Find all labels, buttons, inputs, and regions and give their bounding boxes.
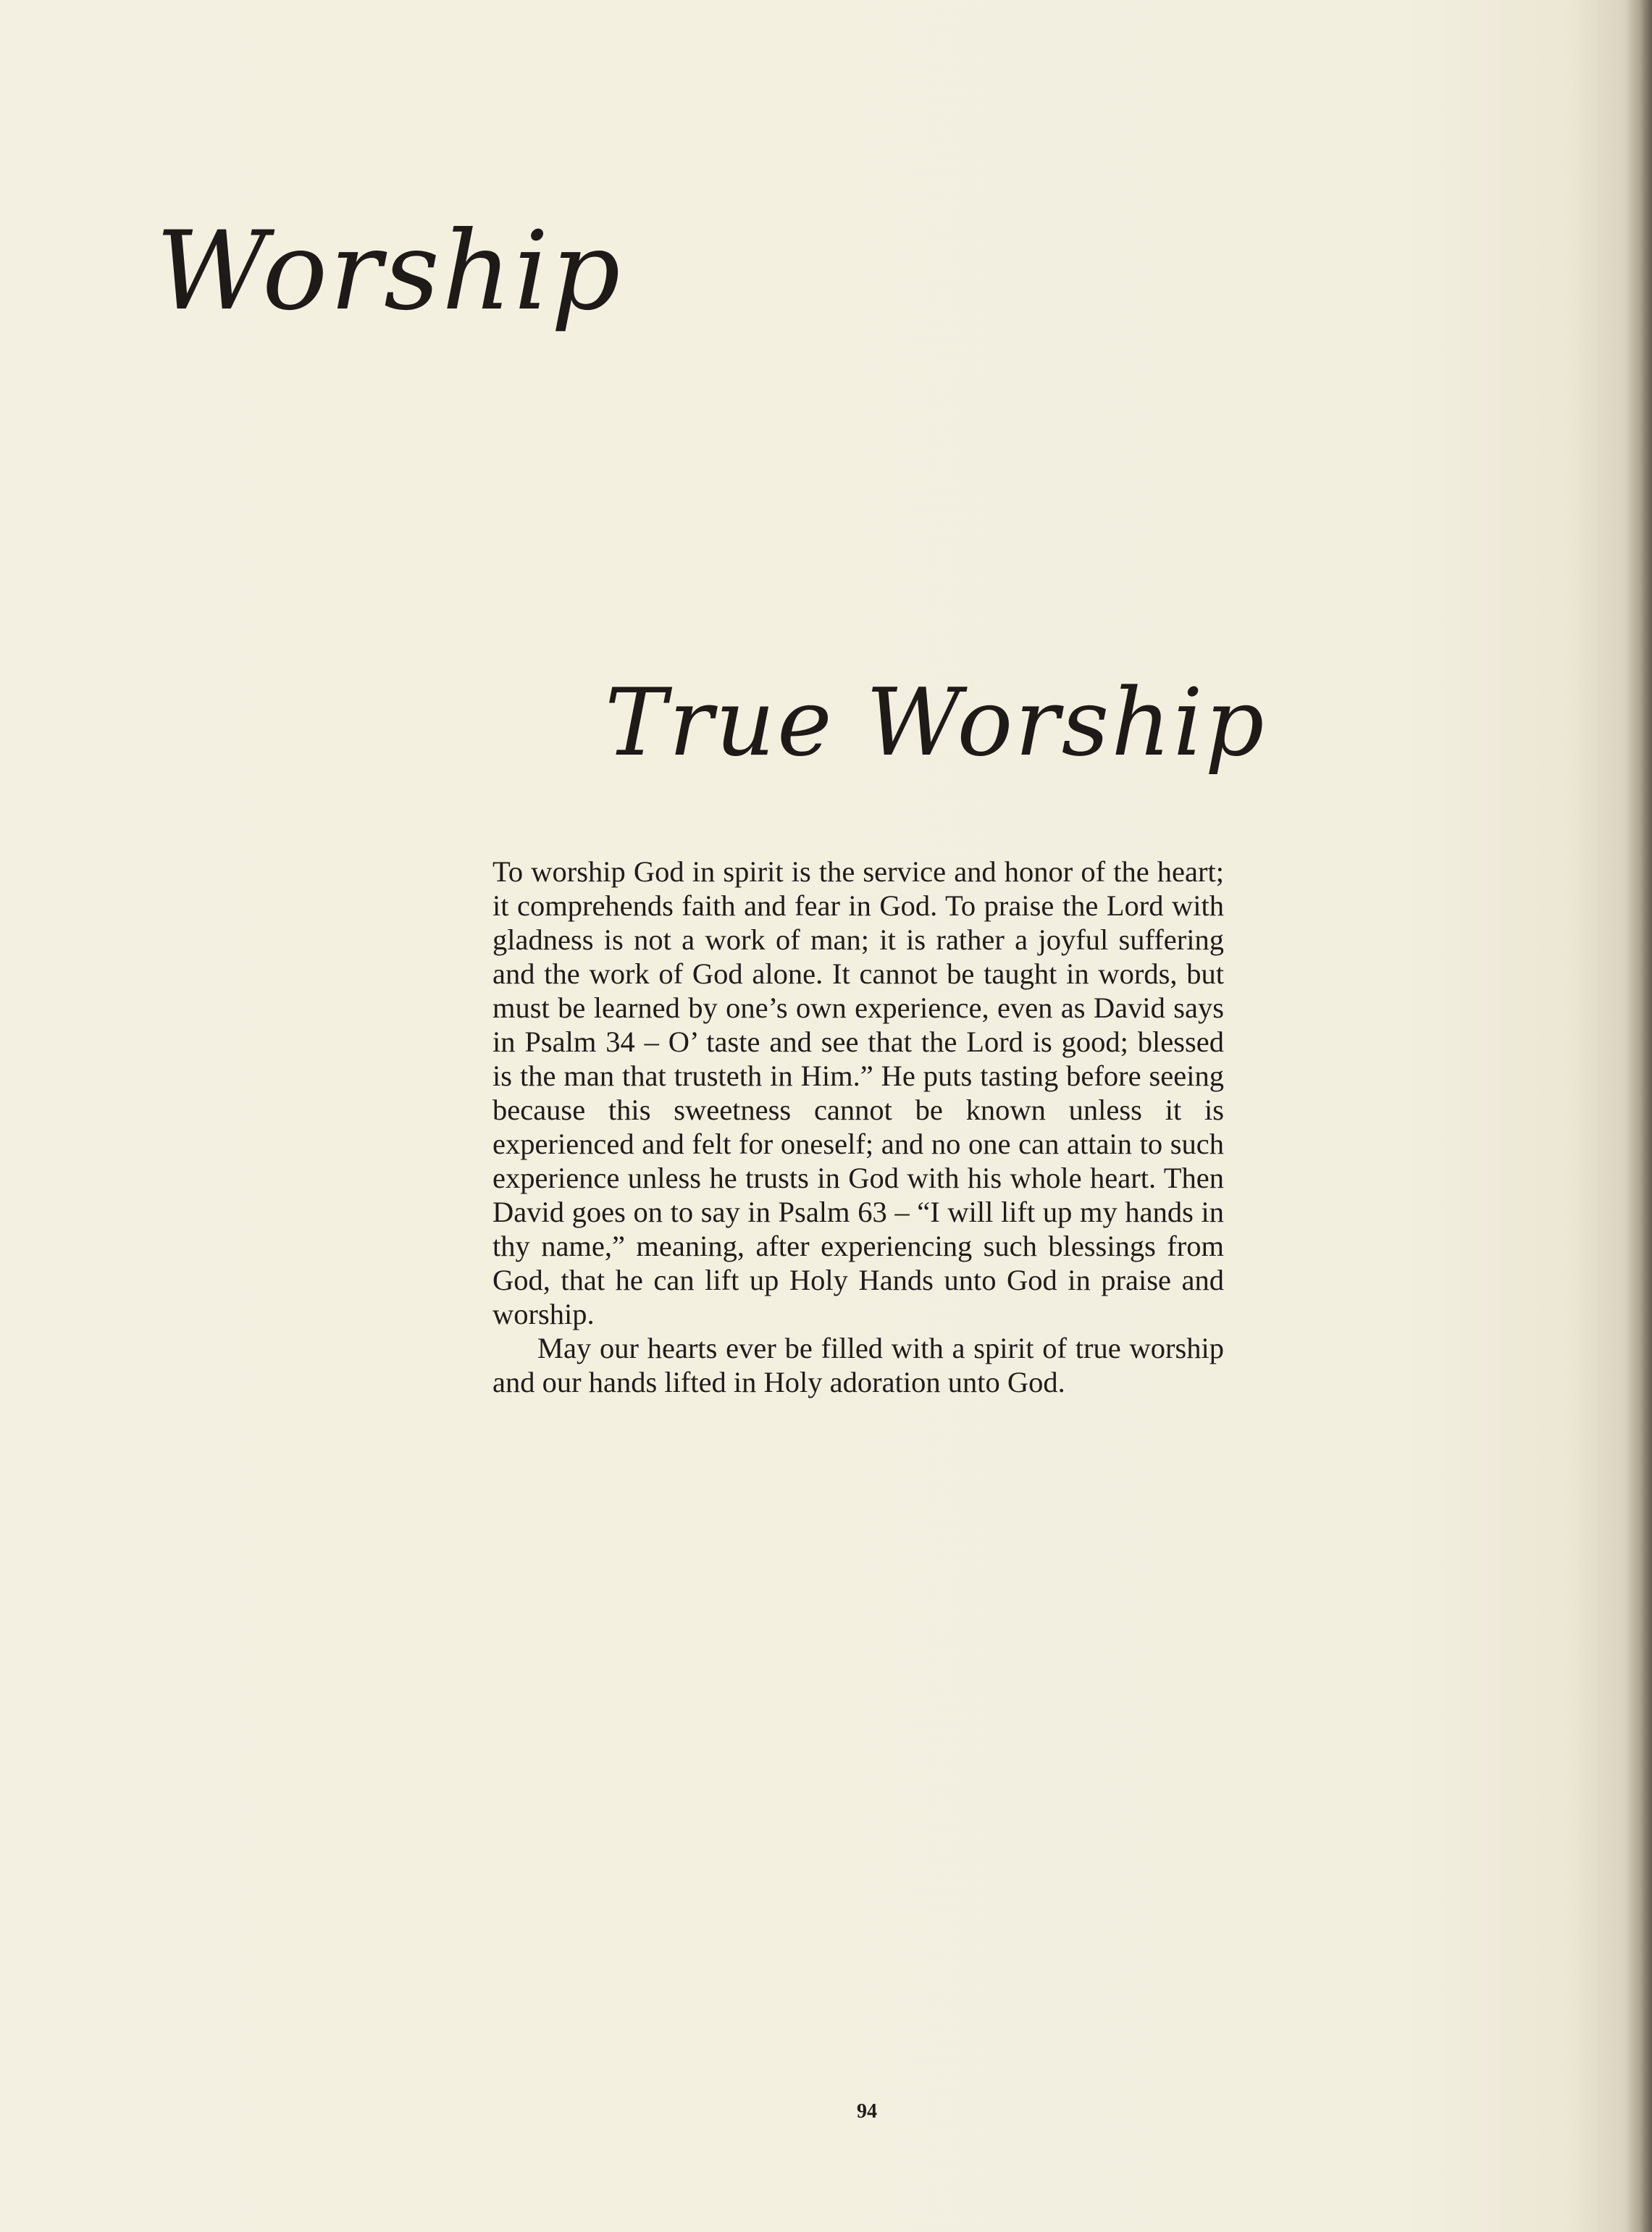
page-edge-shadow — [1624, 0, 1652, 2232]
page-number: 94 — [857, 2100, 877, 2123]
article-paragraph: To worship God in spirit is the service and honor of the heart; it comprehends faith and fear in God. To praise the Lord with gladness is not a work of man; it is rather a joyful suffering and the work of God alone. It cannot be taught in words, but must be learned by one’s own experience, even as David says in Psalm 34 – O’ taste and see that the Lord is good; blessed is the man that trusteth in Him.” He puts tasting before seeing because this sweetness cannot be known unless it is experienced and felt for oneself; and no one can attain to such experience unless he trusts in God with his whole heart. Then David goes on to say in Psalm 63 – “I will lift up my hands in thy name,” meaning, after experiencing such blessings from God, that he can lift up Holy Hands unto God in praise and worship. — [492, 855, 1224, 1330]
article-body — [492, 855, 1224, 1399]
article-paragraph: May our hearts ever be filled with a spirit of true worship and our hands lifted in Holy adoration unto God. — [492, 1332, 1224, 1398]
section-title: Worship — [156, 209, 623, 335]
article-title: True Worship — [605, 669, 1267, 777]
